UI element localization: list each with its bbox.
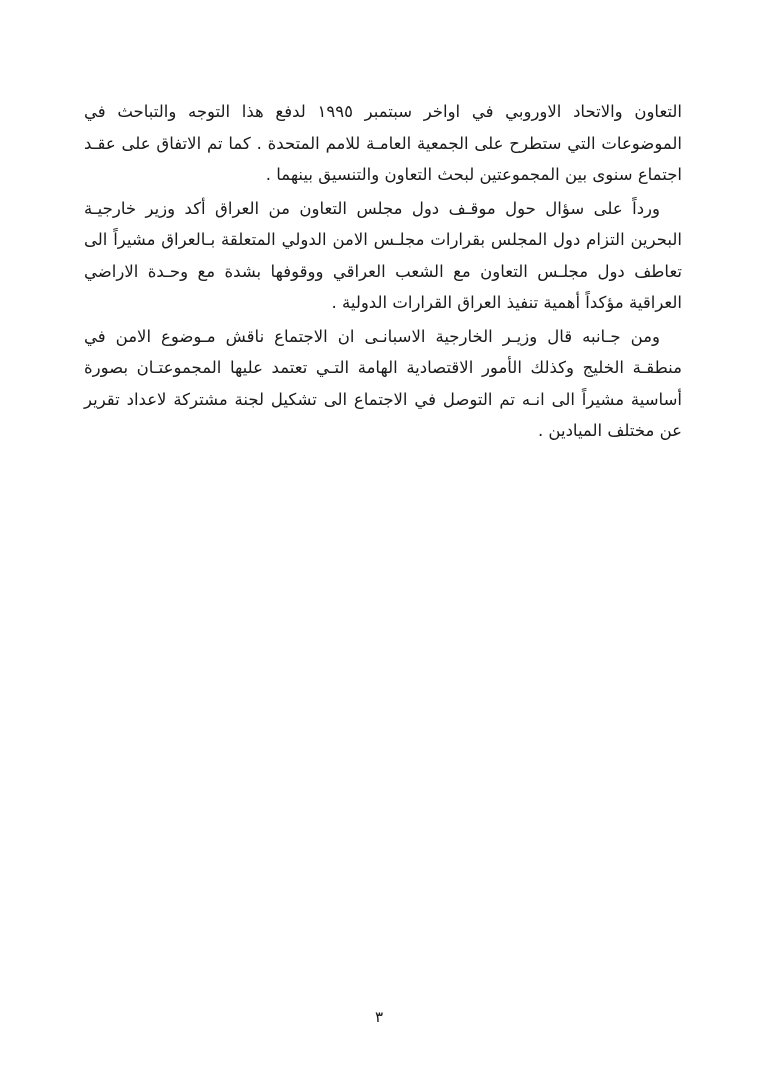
paragraph-1: التعاون والاتحاد الاوروبي في اواخر سبتمبر ١٩٩٥ لدفع هذا التوجه والتباحث في الموضوعات التي ستطرح على الجمعية العامـة للامم المتحدة . كما تم الاتفاق على عقـد اجتماع سنوى بين المجموعتين لبحث التعاون والتنسيق بينهما .: [84, 102, 682, 184]
article-text: [84, 96, 682, 449]
paragraph-2: ورداً على سؤال حول موقـف دول مجلس التعاون من العراق أكد وزير خارجيـة البحرين التزام دول المجلس بقرارات مجلـس الامن الدولي المتعلقة بـالعراق مشيراً الى تعاطف دول مجلـس التعاون مع الشعب العراقي ووقوفها بشدة مع وحـدة الاراضي العراقية مؤكداً أهمية تنفيذ العراق القرارات الدولية .: [84, 198, 682, 312]
paragraph-3: ومن جـانبه قال وزيـر الخارجية الاسبانـى ان الاجتماع ناقش مـوضوع الامن في منطقـة الخليج وكذلك الأمور الاقتصادية الهامة التـي تعتمد عليها المجموعتـان بصورة أساسية مشيراً الى انـه تم التوصل في الاجتماع الى تشكيل لجنة مشتركة لاعداد تقرير عن مختلف الميادين .: [84, 326, 682, 440]
page-number: ٣: [374, 1008, 384, 1026]
